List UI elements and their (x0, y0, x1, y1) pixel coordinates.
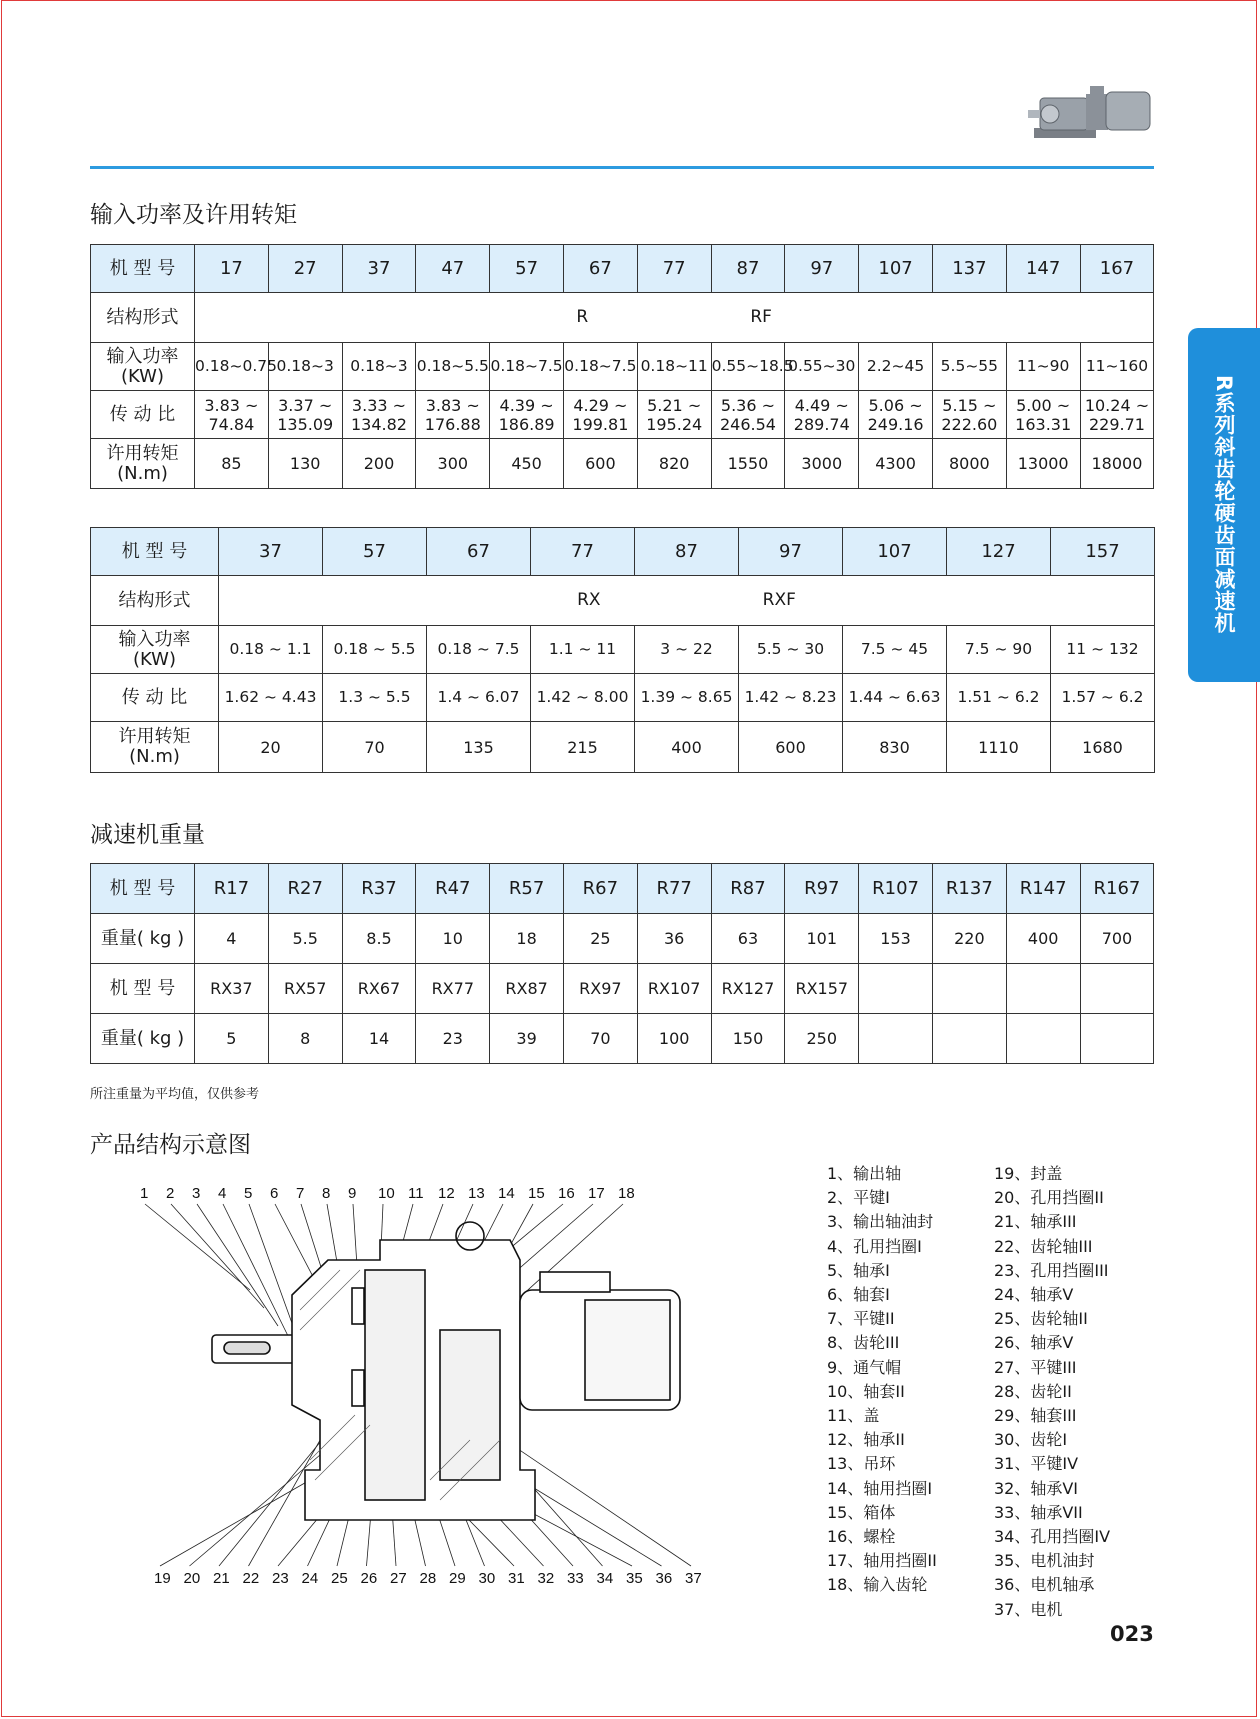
gearbox-drawing (212, 1222, 680, 1520)
callout-number: 21 (213, 1570, 230, 1587)
callout-number: 26 (360, 1570, 378, 1587)
table-row (91, 245, 1154, 293)
callout-number: 15 (528, 1185, 545, 1202)
table-cell: 0.55~18.5 (711, 343, 785, 391)
callout-number: 17 (588, 1185, 605, 1202)
callout-number: 33 (567, 1570, 584, 1587)
table-cell: 600 (739, 722, 843, 773)
table-cell: 150 (711, 1014, 785, 1064)
callout-number: 12 (438, 1185, 455, 1202)
table-row (91, 964, 1154, 1014)
list-item: 14、轴用挡圈I (827, 1478, 933, 1498)
list-item: 5、轴承I (827, 1260, 890, 1280)
side-tab-label: R系列斜齿轮硬齿面减速机 (1212, 375, 1236, 635)
table-cell: 250 (785, 1014, 859, 1064)
row-label-structure: 结构形式 (91, 576, 219, 626)
table-weight (90, 863, 1154, 1064)
structure-diagram (140, 1180, 720, 1590)
table-cell: 1.44 ~ 6.63 (843, 674, 947, 722)
table-cell: 5.36 ~ 246.54 (711, 391, 785, 439)
callout-number: 25 (331, 1570, 348, 1587)
table-cell: 107 (843, 528, 947, 576)
table-cell: 0.18 ~ 7.5 (427, 626, 531, 674)
table-cell: 300 (416, 439, 490, 489)
table-cell: 0.18~5.5 (416, 343, 490, 391)
table-row (91, 528, 1155, 576)
table-cell: 85 (195, 439, 269, 489)
bearing-i-lower (352, 1370, 364, 1406)
section-title-power-torque: 输入功率及许用转矩 (90, 202, 297, 228)
table-cell: 1.42 ~ 8.23 (739, 674, 843, 722)
table-cell: 8000 (932, 439, 1006, 489)
list-item: 13、吊环 (827, 1454, 896, 1474)
callout-number: 22 (242, 1570, 260, 1587)
row-label-model: 机 型 号 (91, 864, 195, 914)
table-row (91, 439, 1154, 489)
table-cell: 25 (563, 914, 637, 964)
table-cell: 17 (195, 245, 269, 293)
callout-number: 14 (498, 1185, 515, 1202)
table-cell: 57 (490, 245, 564, 293)
table-cell: 7.5 ~ 45 (843, 626, 947, 674)
list-item: 22、齿轮轴III (994, 1236, 1093, 1256)
callout-number: 18 (618, 1185, 635, 1202)
table-cell: 5.00 ~ 163.31 (1006, 391, 1080, 439)
callout-number: 31 (508, 1570, 525, 1587)
table-row (91, 1014, 1154, 1064)
shaft-keyway (224, 1342, 270, 1354)
table-cell: 0.18~3 (268, 343, 342, 391)
callout-number: 24 (301, 1570, 319, 1587)
list-item: 3、输出轴油封 (827, 1212, 934, 1232)
table-cell (1006, 964, 1080, 1014)
callout-number: 23 (272, 1570, 289, 1587)
callout-number: 11 (408, 1185, 424, 1202)
row-label-model: 机 型 号 (91, 964, 195, 1014)
list-item: 9、通气帽 (827, 1357, 902, 1377)
callout-number: 9 (348, 1185, 357, 1202)
table-row (91, 722, 1155, 773)
table-row (91, 914, 1154, 964)
table-cell: 3.83 ~ 176.88 (416, 391, 490, 439)
callout-number: 19 (154, 1570, 171, 1587)
leader-line (160, 1480, 310, 1566)
list-item: 18、输入齿轮 (827, 1575, 928, 1595)
list-item: 17、轴用挡圈II (827, 1551, 937, 1571)
table-cell: 1.39 ~ 8.65 (635, 674, 739, 722)
table-cell: 11~160 (1080, 343, 1154, 391)
table-cell: 20 (219, 722, 323, 773)
table-cell: 3.33 ~ 134.82 (342, 391, 416, 439)
list-item: 30、齿轮I (994, 1430, 1068, 1450)
list-item: 7、平键II (827, 1309, 895, 1329)
table-cell: RX57 (268, 964, 342, 1014)
callout-number: 6 (270, 1185, 279, 1202)
table-cell: 200 (342, 439, 416, 489)
table-cell: 1550 (711, 439, 785, 489)
leader-line (171, 1204, 264, 1308)
table-cell: R47 (416, 864, 490, 914)
list-item: 24、轴承V (994, 1285, 1074, 1305)
table-cell: RX107 (637, 964, 711, 1014)
parts-list-left (827, 1162, 937, 1598)
list-item: 21、轴承III (994, 1212, 1077, 1232)
callout-number: 16 (558, 1185, 575, 1202)
list-item: 1、输出轴 (827, 1164, 902, 1183)
table-cell (1080, 964, 1154, 1014)
table-cell: R87 (711, 864, 785, 914)
table-row (91, 293, 1154, 343)
leader-line (190, 1455, 321, 1566)
table-cell: 100 (637, 1014, 711, 1064)
gear-ii (440, 1330, 500, 1480)
table-cell: 0.18~7.5 (490, 343, 564, 391)
callout-number: 1 (140, 1185, 149, 1202)
table-cell: 0.55~30 (785, 343, 859, 391)
table-cell: 7.5 ~ 90 (947, 626, 1051, 674)
table-row (91, 343, 1154, 391)
row-label-model: 机 型 号 (91, 528, 219, 576)
row-label-structure: 结构形式 (91, 293, 195, 343)
row-label-power: 输入功率 (KW) (91, 343, 195, 391)
callout-number: 30 (478, 1570, 496, 1587)
section-title-weight: 减速机重量 (90, 822, 205, 848)
list-item: 31、平键IV (994, 1454, 1079, 1474)
table-cell: 127 (947, 528, 1051, 576)
callout-number: 36 (655, 1570, 673, 1587)
table-cell: R67 (563, 864, 637, 914)
table-cell (932, 964, 1006, 1014)
list-item: 36、电机轴承 (994, 1575, 1095, 1595)
table-cell: 0.18~0.75 (195, 343, 269, 391)
table-cell: 4.39 ~ 186.89 (490, 391, 564, 439)
row-label-power: 输入功率 (KW) (91, 626, 219, 674)
table-cell: 5.21 ~ 195.24 (637, 391, 711, 439)
list-item: 26、轴承V (994, 1333, 1074, 1353)
table-cell: 57 (323, 528, 427, 576)
leader-line (197, 1204, 278, 1326)
table-cell: 18000 (1080, 439, 1154, 489)
table-cell: 1.42 ~ 8.00 (531, 674, 635, 722)
list-item: 4、孔用挡圈I (827, 1236, 922, 1256)
table-cell (859, 1014, 933, 1064)
callout-number: 7 (296, 1185, 305, 1202)
gear-motor-icon (1028, 84, 1158, 154)
table-cell: 87 (635, 528, 739, 576)
table-cell: 400 (1006, 914, 1080, 964)
table-cell: 3000 (785, 439, 859, 489)
bearing-i (352, 1288, 364, 1324)
table-cell: 101 (785, 914, 859, 964)
table-cell: R37 (342, 864, 416, 914)
row-label-model: 机 型 号 (91, 245, 195, 293)
callout-number: 8 (322, 1185, 331, 1202)
callout-number: 37 (685, 1570, 702, 1587)
table-cell: 11~90 (1006, 343, 1080, 391)
table-cell: 4.49 ~ 289.74 (785, 391, 859, 439)
list-item: 34、孔用挡圈IV (994, 1527, 1111, 1547)
table-cell: 87 (711, 245, 785, 293)
table-row (91, 626, 1155, 674)
callout-number: 34 (596, 1570, 614, 1587)
list-item: 27、平键III (994, 1357, 1077, 1377)
table-cell: 5.15 ~ 222.60 (932, 391, 1006, 439)
table-cell: 600 (563, 439, 637, 489)
list-item: 12、轴承II (827, 1430, 905, 1450)
list-item: 35、电机油封 (994, 1551, 1095, 1571)
table-cell: 77 (637, 245, 711, 293)
table-cell: R167 (1080, 864, 1154, 914)
table-cell: RX127 (711, 964, 785, 1014)
table-cell: 37 (219, 528, 323, 576)
table-cell: 8 (268, 1014, 342, 1064)
list-item: 10、轴套II (827, 1381, 905, 1401)
table-cell: 18 (490, 914, 564, 964)
table-cell: RX157 (785, 964, 859, 1014)
table-cell (932, 1014, 1006, 1064)
list-item: 20、孔用挡圈II (994, 1188, 1104, 1208)
table-cell (1006, 1014, 1080, 1064)
motor-terminal-box (540, 1272, 610, 1292)
list-item: 6、轴套I (827, 1285, 890, 1305)
table-rx-series (90, 527, 1155, 773)
weight-note: 所注重量为平均值，仅供参考 (90, 1087, 260, 1102)
row-label-torque: 许用转矩 (N.m) (91, 722, 219, 773)
table-cell: RX67 (342, 964, 416, 1014)
table-cell: 0.18 ~ 5.5 (323, 626, 427, 674)
table-r-series (90, 244, 1154, 489)
table-cell: 1.57 ~ 6.2 (1051, 674, 1155, 722)
table-cell: 27 (268, 245, 342, 293)
table-cell: R17 (195, 864, 269, 914)
structure-cell: RX RXF (219, 576, 1155, 626)
table-cell: 5 (195, 1014, 269, 1064)
table-cell: 153 (859, 914, 933, 964)
callout-number: 35 (626, 1570, 643, 1587)
table-cell: 1.4 ~ 6.07 (427, 674, 531, 722)
table-cell: 215 (531, 722, 635, 773)
list-item: 28、齿轮II (994, 1381, 1072, 1401)
table-cell: 37 (342, 245, 416, 293)
list-item: 8、齿轮III (827, 1333, 900, 1353)
table-cell: 23 (416, 1014, 490, 1064)
table-cell: RX37 (195, 964, 269, 1014)
table-cell: 830 (843, 722, 947, 773)
callout-number: 28 (419, 1570, 437, 1587)
table-cell: 147 (1006, 245, 1080, 293)
list-item: 15、箱体 (827, 1502, 896, 1522)
table-row (91, 391, 1154, 439)
list-item: 32、轴承VI (994, 1478, 1079, 1498)
table-cell: 0.18~3 (342, 343, 416, 391)
table-cell: 5.5 (268, 914, 342, 964)
table-cell: 77 (531, 528, 635, 576)
table-cell: 39 (490, 1014, 564, 1064)
table-cell: 400 (635, 722, 739, 773)
table-cell: 1110 (947, 722, 1051, 773)
table-cell: 135 (427, 722, 531, 773)
table-cell: 2.2~45 (859, 343, 933, 391)
table-cell: R57 (490, 864, 564, 914)
leader-line (145, 1204, 250, 1290)
table-cell: 47 (416, 245, 490, 293)
table-cell: 167 (1080, 245, 1154, 293)
list-item: 29、轴套III (994, 1406, 1077, 1426)
table-cell: 5.06 ~ 249.16 (859, 391, 933, 439)
table-cell: R107 (859, 864, 933, 914)
table-cell: 1.51 ~ 6.2 (947, 674, 1051, 722)
table-cell: 1.62 ~ 4.43 (219, 674, 323, 722)
parts-list-right (994, 1162, 1110, 1622)
callout-number: 2 (166, 1185, 175, 1202)
table-cell: 70 (323, 722, 427, 773)
list-item: 2、平键I (827, 1188, 890, 1208)
table-cell (1080, 1014, 1154, 1064)
list-item: 37、电机 (994, 1599, 1063, 1619)
row-label-weight: 重量( kg ) (91, 1014, 195, 1064)
table-cell: 36 (637, 914, 711, 964)
motor-fan-cover (585, 1300, 670, 1400)
table-cell: 5.5~55 (932, 343, 1006, 391)
table-cell: 3.83 ~ 74.84 (195, 391, 269, 439)
table-cell: 4 (195, 914, 269, 964)
callout-number: 10 (378, 1185, 395, 1202)
table-row (91, 864, 1154, 914)
table-cell: R137 (932, 864, 1006, 914)
row-label-ratio: 传 动 比 (91, 391, 195, 439)
table-cell: 220 (932, 914, 1006, 964)
table-cell: 107 (859, 245, 933, 293)
list-item: 25、齿轮轴II (994, 1309, 1088, 1329)
table-cell: 130 (268, 439, 342, 489)
table-cell: 0.18~7.5 (563, 343, 637, 391)
table-cell: 97 (739, 528, 843, 576)
callout-number: 29 (449, 1570, 466, 1587)
table-cell: 4.29 ~ 199.81 (563, 391, 637, 439)
table-cell: 5.5 ~ 30 (739, 626, 843, 674)
table-cell (859, 964, 933, 1014)
gear-iii (365, 1270, 425, 1500)
row-label-ratio: 传 动 比 (91, 674, 219, 722)
callout-number: 32 (537, 1570, 555, 1587)
structure-cell: R RF (195, 293, 1154, 343)
callout-number: 13 (468, 1185, 485, 1202)
callout-number: 4 (218, 1185, 227, 1202)
side-tab (1188, 328, 1260, 682)
table-cell: 137 (932, 245, 1006, 293)
table-cell: 820 (637, 439, 711, 489)
table-cell: 157 (1051, 528, 1155, 576)
table-cell: 97 (785, 245, 859, 293)
table-cell: 10 (416, 914, 490, 964)
table-cell: 4300 (859, 439, 933, 489)
table-cell: 0.18 ~ 1.1 (219, 626, 323, 674)
page-number: 023 (1110, 1622, 1154, 1646)
table-cell: 10.24 ~ 229.71 (1080, 391, 1154, 439)
table-cell: 13000 (1006, 439, 1080, 489)
table-cell: 14 (342, 1014, 416, 1064)
table-cell: R147 (1006, 864, 1080, 914)
table-cell: 1.3 ~ 5.5 (323, 674, 427, 722)
row-label-weight: 重量( kg ) (91, 914, 195, 964)
list-item: 33、轴承VII (994, 1502, 1083, 1522)
row-label-torque: 许用转矩 (N.m) (91, 439, 195, 489)
table-cell: 450 (490, 439, 564, 489)
table-cell: 8.5 (342, 914, 416, 964)
table-cell: RX77 (416, 964, 490, 1014)
list-item: 23、孔用挡圈III (994, 1260, 1109, 1280)
table-cell: RX87 (490, 964, 564, 1014)
table-cell: 70 (563, 1014, 637, 1064)
table-cell: 700 (1080, 914, 1154, 964)
table-cell: R97 (785, 864, 859, 914)
table-cell: 1680 (1051, 722, 1155, 773)
table-cell: 1.1 ~ 11 (531, 626, 635, 674)
table-cell: 3 ~ 22 (635, 626, 739, 674)
list-item: 16、螺栓 (827, 1527, 896, 1547)
table-cell: 67 (427, 528, 531, 576)
list-item: 19、封盖 (994, 1164, 1063, 1183)
table-cell: 0.18~11 (637, 343, 711, 391)
table-cell: 3.37 ~ 135.09 (268, 391, 342, 439)
list-item: 11、盖 (827, 1406, 880, 1426)
callout-number: 27 (390, 1570, 407, 1587)
table-cell: RX97 (563, 964, 637, 1014)
table-cell: R77 (637, 864, 711, 914)
table-row (91, 576, 1155, 626)
header-rule (90, 166, 1154, 169)
callout-number: 5 (244, 1185, 253, 1202)
table-cell: 67 (563, 245, 637, 293)
section-title-structure: 产品结构示意图 (90, 1132, 251, 1158)
table-row (91, 674, 1155, 722)
table-cell: 11 ~ 132 (1051, 626, 1155, 674)
callout-number: 3 (192, 1185, 201, 1202)
table-cell: 63 (711, 914, 785, 964)
callout-number: 20 (183, 1570, 201, 1587)
table-cell: R27 (268, 864, 342, 914)
